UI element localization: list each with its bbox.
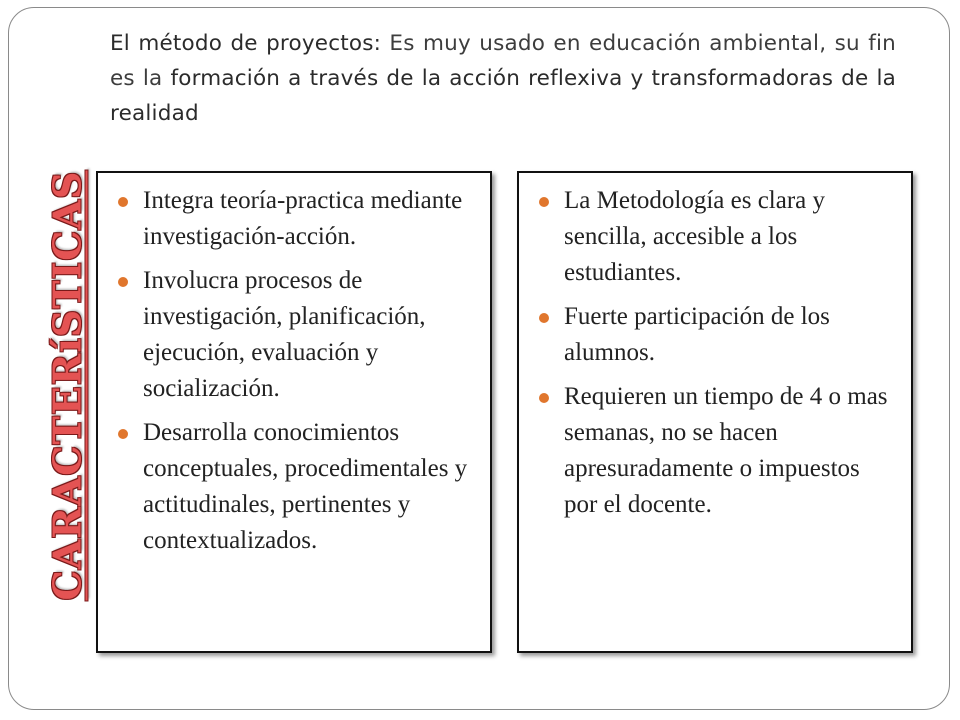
list-item (118, 415, 478, 559)
right-bullet-list (519, 173, 911, 523)
bullet-icon (539, 313, 549, 323)
side-title: CARACTERíSTICAS (44, 170, 90, 600)
list-item (539, 299, 899, 371)
bullet-icon (539, 393, 549, 403)
side-title-container (32, 160, 102, 610)
list-item-text: Integra teoría-practica mediante investigación-acción. (143, 187, 463, 250)
list-item (539, 183, 899, 291)
list-item (539, 379, 899, 523)
list-item (118, 263, 478, 407)
intro-emphasis: formación a través de la acción reflexiva y transformadoras de la realidad (110, 66, 896, 126)
list-item-text: Involucra procesos de investigación, planificación, ejecución, evaluación y socialización. (143, 267, 426, 402)
left-bullet-list (98, 173, 490, 559)
intro-lead: El método de proyectos: (110, 31, 382, 56)
bullet-icon (539, 197, 549, 207)
list-item (118, 183, 478, 255)
left-characteristics-box (96, 171, 492, 653)
list-item-text: Requieren un tiempo de 4 o mas semanas, no se hacen apresuradamente o impuestos por el docente. (564, 383, 888, 518)
bullet-icon (118, 277, 128, 287)
intro-body: Es muy usado en educación ambiental, su fin es la (110, 31, 896, 91)
right-characteristics-box (517, 171, 913, 653)
list-item-text: Desarrolla conocimientos conceptuales, procedimentales y actitudinales, pertinentes y contextualizados. (143, 419, 468, 554)
list-item-text: La Metodología es clara y sencilla, accesible a los estudiantes. (564, 187, 826, 286)
bullet-icon (118, 197, 128, 207)
bullet-icon (118, 429, 128, 439)
intro-paragraph (110, 26, 896, 131)
list-item-text: Fuerte participación de los alumnos. (564, 303, 830, 366)
